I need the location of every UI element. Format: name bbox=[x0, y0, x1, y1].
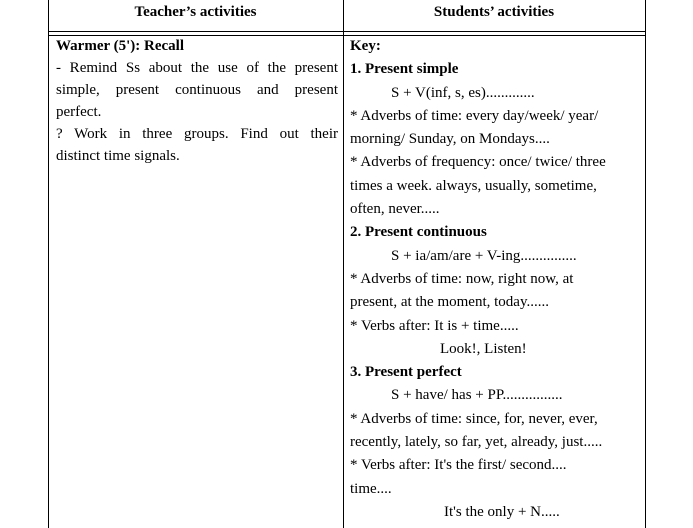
teacher-text-line: - Remind Ss about the use of the present bbox=[56, 60, 338, 76]
key-text-line: * Adverbs of time: now, right now, at bbox=[350, 270, 574, 287]
key-text-line: morning/ Sunday, on Mondays.... bbox=[350, 131, 550, 148]
header-divider-top bbox=[48, 31, 646, 32]
teacher-cell bbox=[56, 35, 338, 167]
key-text-line: often, never..... bbox=[350, 201, 440, 218]
students-activities-header: Students’ activities bbox=[433, 4, 555, 20]
present-perfect-title: 3. Present perfect bbox=[350, 364, 462, 381]
key-text-line: Look!, Listen! bbox=[440, 340, 527, 357]
present-continuous-title: 2. Present continuous bbox=[350, 224, 487, 241]
key-text-line: * Adverbs of time: since, for, never, ever, bbox=[350, 410, 598, 427]
key-text-line: * Adverbs of frequency: once/ twice/ three bbox=[350, 154, 606, 171]
teacher-text-line: distinct time signals. bbox=[56, 148, 180, 164]
key-text-line: * Adverbs of time: every day/week/ year/ bbox=[350, 107, 599, 124]
key-text-line: recently, lately, so far, yet, already, just..... bbox=[350, 434, 603, 451]
table-middle-border bbox=[343, 0, 344, 528]
teacher-text-line: ? Work in three groups. Find out their bbox=[56, 126, 338, 142]
key-text-line: It's the only + N..... bbox=[444, 503, 560, 520]
key-text-line: * Verbs after: It's the first/ second.... bbox=[350, 457, 567, 474]
key-label: Key: bbox=[350, 38, 381, 54]
present-perfect-formula: S + have/ has + PP................ bbox=[391, 387, 563, 404]
present-continuous-formula: S + ia/am/are + V-ing............... bbox=[391, 247, 577, 264]
students-cell bbox=[350, 35, 642, 524]
warmer-title: Warmer (5'): Recall bbox=[56, 38, 185, 54]
teacher-text-line: perfect. bbox=[56, 104, 102, 120]
key-text-line: * Verbs after: It is + time..... bbox=[350, 317, 519, 334]
key-text-line: times a week. always, usually, sometime, bbox=[350, 177, 597, 194]
teacher-text-line: simple, present continuous and present bbox=[56, 82, 338, 98]
present-simple-formula: S + V(inf, s, es)............. bbox=[391, 84, 535, 101]
table-left-border bbox=[48, 0, 49, 528]
teacher-activities-header: Teacher’s activities bbox=[134, 4, 257, 20]
present-simple-title: 1. Present simple bbox=[350, 61, 459, 78]
key-text-line: time.... bbox=[350, 480, 392, 497]
key-text-line: present, at the moment, today...... bbox=[350, 294, 549, 311]
table-right-border bbox=[645, 0, 646, 528]
